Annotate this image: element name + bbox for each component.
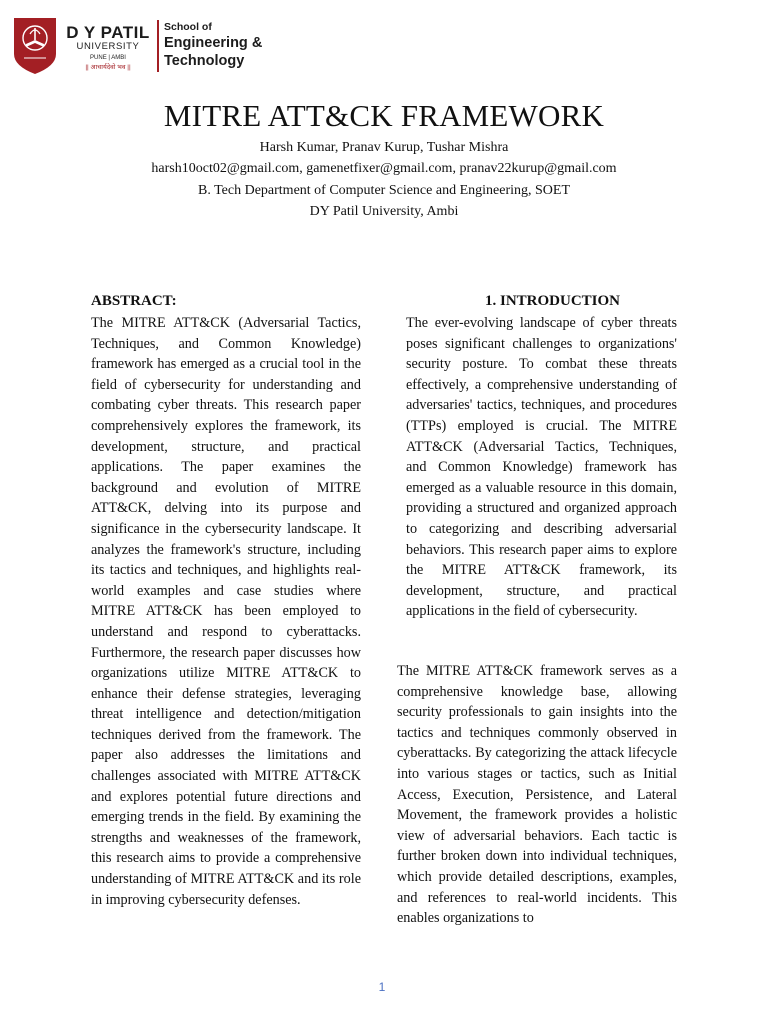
university-name: D Y PATIL <box>66 23 150 42</box>
author-department: B. Tech Department of Computer Science and Engineering, SOET <box>198 182 570 198</box>
introduction-heading: 1. INTRODUCTION <box>484 293 620 309</box>
page-number: 1 <box>378 980 386 994</box>
introduction-paragraph-2: The MITRE ATT&CK framework serves as a comprehensive knowledge base, allowing security professionals to gain insights into the tactics and techniques commonly observed in cyberattacks. By categorizing the attack lifecycle into various stages or tactics, such as Initial Access, Execution, Persistence, and Lateral Movement, the framework provides a holistic view of adversarial behaviors. Each tactic is further broken down into individual techniques, which provide detailed descriptions, examples, and references to real-world incidents. This enables organizations to <box>397 663 677 927</box>
author-university: DY Patil University, Ambi <box>309 203 459 219</box>
abstract-text: The MITRE ATT&CK (Adversarial Tactics, Techniques, and Common Knowledge) framework has emerged as a crucial tool in the field of cybersecurity for understanding and combating cyber threats. This research paper comprehensively explores the framework, its development, structure, and practical applications. The paper examines the background and evolution of MITRE ATT&CK, delving into its purpose and significance in the cybersecurity landscape. It analyzes the framework's structure, including its tactics and techniques, and highlights real-world examples and case studies where MITRE ATT&CK has been employed to understand and respond to cyberattacks. Furthermore, the research paper discusses how organizations utilize MITRE ATT&CK to enhance their defense strategies, leveraging threat intelligence and detection/mitigation techniques derived from the framework. The paper also addresses the limitations and challenges associated with MITRE ATT&CK and explores potential future directions and emerging trends in the field. By examining the strengths and weaknesses of the framework, this research aims to provide a comprehensive understanding of MITRE ATT&CK and its role in improving cybersecurity defenses. <box>91 315 361 908</box>
school-line-1: School of <box>164 21 212 33</box>
paper-title: MITRE ATT&CK FRAMEWORK <box>163 98 605 133</box>
university-location: PUNE | AMBI <box>90 55 126 61</box>
university-crest-icon <box>12 14 58 76</box>
school-wordmark <box>164 21 262 70</box>
university-motto: || आचार्यदेवो भव || <box>85 64 131 71</box>
logo-divider <box>157 20 159 72</box>
author-emails: harsh10oct02@gmail.com, gamenetfixer@gmail.com, pranav22kurup@gmail.com <box>151 161 617 177</box>
school-line-2: Engineering & <box>164 35 263 51</box>
university-logo <box>12 14 282 76</box>
university-wordmark <box>62 24 154 72</box>
abstract-heading: ABSTRACT: <box>91 293 177 309</box>
author-block <box>0 137 768 222</box>
paper-authors: Harsh Kumar, Pranav Kurup, Tushar Mishra <box>259 140 509 155</box>
school-line-3: Technology <box>164 53 245 69</box>
introduction-paragraph-1: The ever-evolving landscape of cyber threats poses significant challenges to organizations' security posture. To combat these threats effectively, a comprehensive understanding of adversaries' tactics, techniques, and procedures (TTPs) employed is crucial. The MITRE ATT&CK (Adversarial Tactics, Techniques, and Common Knowledge) framework has emerged as a valuable resource in this domain, providing a structured and organized approach to categorizing and describing adversarial behaviors. This research paper aims to explore the MITRE ATT&CK framework, its development, structure, and practical applications in the field of cybersecurity. <box>406 315 677 620</box>
university-subtitle: UNIVERSITY <box>76 41 140 52</box>
